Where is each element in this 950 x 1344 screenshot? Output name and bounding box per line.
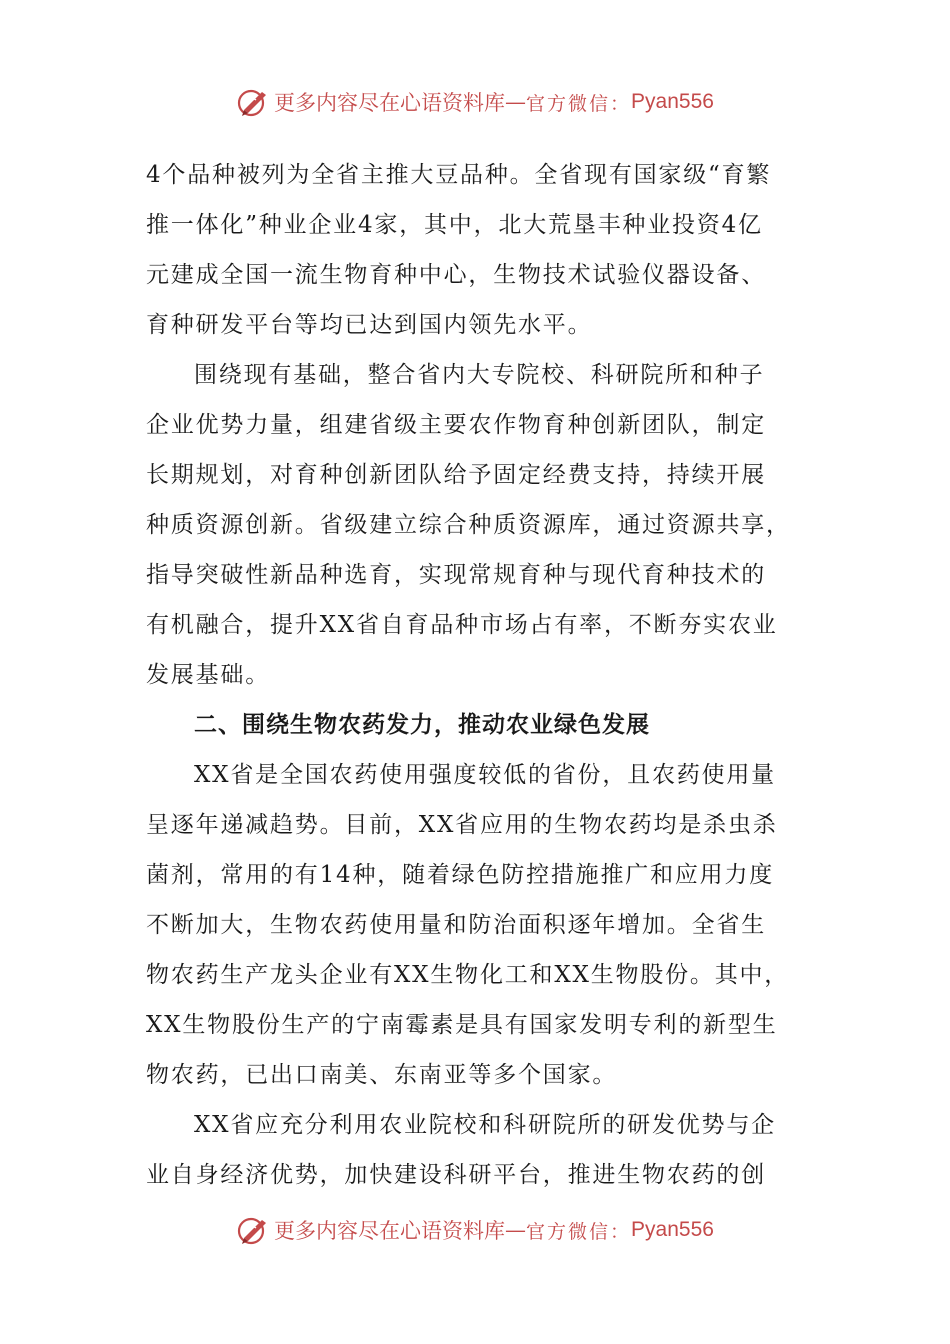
text-line: 不断加大，生物农药使用量和防治面积逐年增加。全省生 — [146, 912, 766, 938]
text-line: 4个品种被列为全省主推大豆品种。全省现有国家级“育繁 — [146, 162, 772, 188]
text-line: 物农药，已出口南美、东南亚等多个国家。 — [146, 1062, 618, 1088]
text-line: 种质资源创新。省级建立综合种质资源库，通过资源共享， — [146, 512, 791, 538]
footer-banner — [0, 1212, 950, 1248]
banner-separator: — — [505, 1218, 527, 1242]
section-heading: 二、围绕生物农药发力，推动农业绿色发展 — [194, 712, 650, 738]
text-line: 指导突破性新品种选育，实现常规育种与现代育种技术的 — [146, 562, 766, 588]
text-line: 呈逐年递减趋势。目前，XX省应用的生物农药均是杀虫杀 — [146, 812, 778, 838]
text-line: 企业优势力量，组建省级主要农作物育种创新团队，制定 — [146, 412, 766, 438]
text-line: 发展基础。 — [146, 662, 270, 688]
text-line: 菌剂，常用的有14种，随着绿色防控措施推广和应用力度 — [146, 862, 775, 888]
text-line: 业自身经济优势，加快建设科研平台，推进生物农药的创 — [146, 1162, 766, 1188]
text-line: 物农药生产龙头企业有XX生物化工和XX生物股份。其中， — [146, 962, 790, 988]
pen-logo-icon — [236, 86, 270, 118]
banner-wechat-label: 官方微信： — [526, 1220, 632, 1243]
text-line: 元建成全国一流生物育种中心，生物技术试验仪器设备、 — [146, 262, 766, 288]
text-line: 育种研发平台等均已达到国内领先水平。 — [146, 312, 593, 338]
banner-wechat-id: Pyan556 — [631, 1218, 714, 1241]
text-line: 长期规划，对育种创新团队给予固定经费支持，持续开展 — [146, 462, 766, 488]
banner-text: 更多内容尽在心语资料库 — [274, 91, 506, 115]
banner-wechat-id: Pyan556 — [631, 90, 714, 113]
header-banner — [0, 84, 950, 120]
text-line: 推一体化”种业企业4家，其中，北大荒垦丰种业投资4亿 — [146, 212, 763, 238]
banner-wechat-label: 官方微信： — [526, 92, 632, 115]
paragraph-start-line: XX省应充分利用农业院校和科研院所的研发优势与企 — [194, 1112, 776, 1138]
paragraph-start-line: XX省是全国农药使用强度较低的省份，且农药使用量 — [194, 762, 776, 788]
banner-separator: — — [505, 90, 527, 114]
banner-text: 更多内容尽在心语资料库 — [274, 1219, 506, 1243]
document-body — [146, 150, 806, 1200]
text-line: XX生物股份生产的宁南霉素是具有国家发明专利的新型生 — [146, 1012, 778, 1038]
pen-logo-icon — [236, 1214, 270, 1246]
text-line: 有机融合，提升XX省自育品种市场占有率，不断夯实农业 — [146, 612, 778, 638]
paragraph-start-line: 围绕现有基础，整合省内大专院校、科研院所和种子 — [194, 362, 765, 388]
